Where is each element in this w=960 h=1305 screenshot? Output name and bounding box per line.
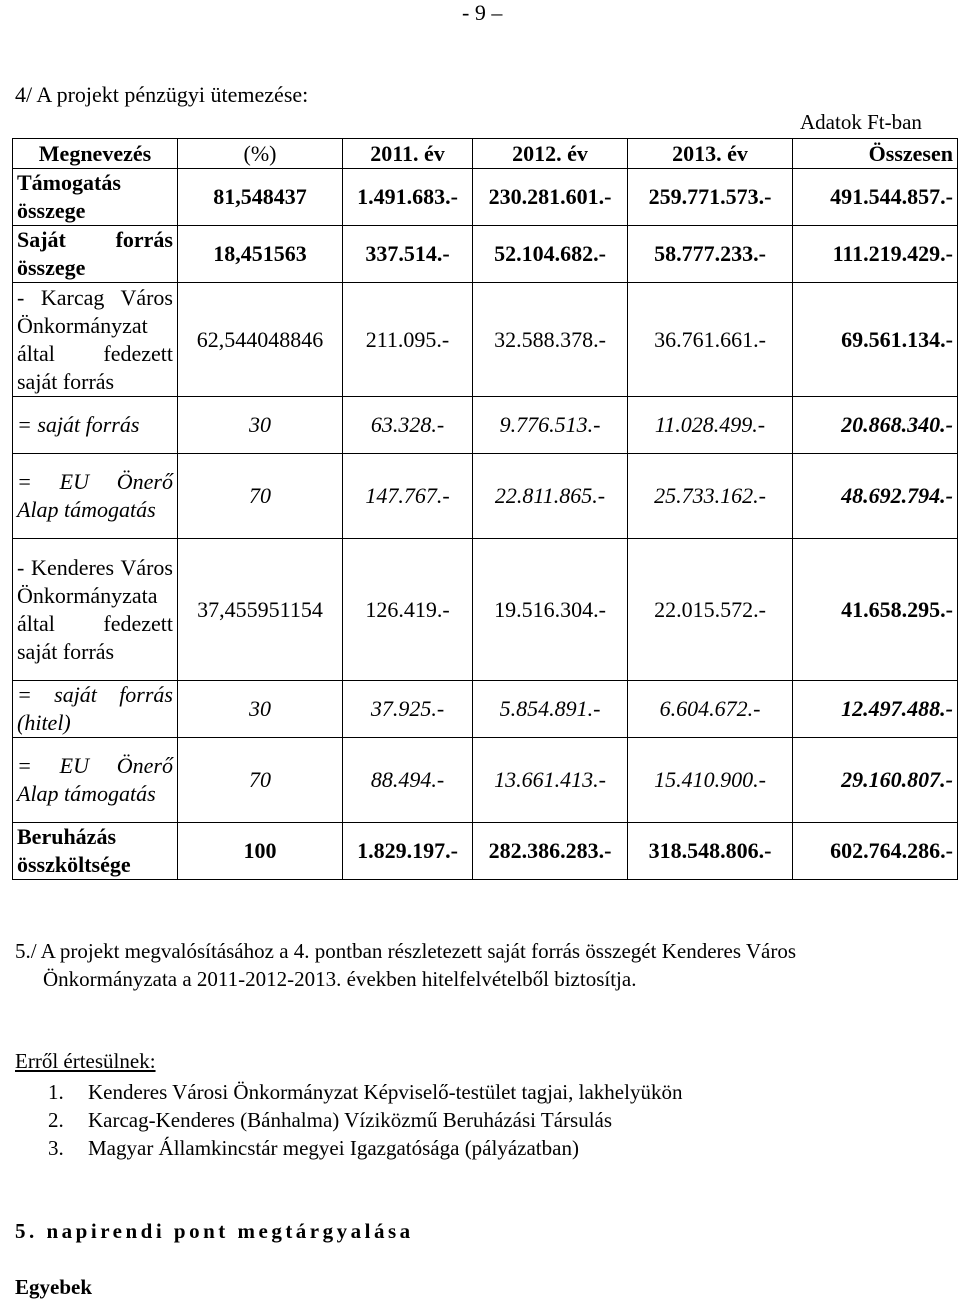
- row-total: 491.544.857.-: [793, 169, 958, 226]
- financial-schedule-table: [12, 138, 958, 880]
- row-label: Támogatás összege: [13, 169, 178, 226]
- row-2011: 63.328.-: [343, 397, 473, 454]
- table-header-row: [13, 139, 958, 169]
- row-2013: 6.604.672.-: [628, 681, 793, 738]
- row-total: 41.658.295.-: [793, 539, 958, 681]
- row-2013: 15.410.900.-: [628, 738, 793, 823]
- table-row: [13, 681, 958, 738]
- row-total: 12.497.488.-: [793, 681, 958, 738]
- list-item-text: Karcag-Kenderes (Bánhalma) Víziközmű Beruházási Társulás: [88, 1108, 613, 1132]
- row-2011: 1.491.683.-: [343, 169, 473, 226]
- table-row: [13, 454, 958, 539]
- row-total: 29.160.807.-: [793, 738, 958, 823]
- table-row: [13, 823, 958, 880]
- row-total: 20.868.340.-: [793, 397, 958, 454]
- row-2011: 147.767.-: [343, 454, 473, 539]
- row-label: Saját forrás összege: [13, 226, 178, 283]
- list-item: [48, 1134, 682, 1162]
- row-2012: 52.104.682.-: [473, 226, 628, 283]
- row-2013: 318.548.806.-: [628, 823, 793, 880]
- row-2013: 259.771.573.-: [628, 169, 793, 226]
- other-heading: Egyebek: [15, 1275, 93, 1299]
- table-row: [13, 283, 958, 397]
- row-label: Beruházás összköltsége: [13, 823, 178, 880]
- row-label: = EU Önerő Alap támogatás: [13, 454, 178, 539]
- header-name: Megnevezés: [13, 139, 178, 169]
- row-2012: 13.661.413.-: [473, 738, 628, 823]
- page-number: - 9 –: [462, 0, 503, 25]
- row-2011: 1.829.197.-: [343, 823, 473, 880]
- row-total: 69.561.134.-: [793, 283, 958, 397]
- row-percent: 30: [178, 397, 343, 454]
- row-total: 111.219.429.-: [793, 226, 958, 283]
- row-label: = EU Önerő Alap támogatás: [13, 738, 178, 823]
- row-2012: 230.281.601.-: [473, 169, 628, 226]
- list-item-text: Kenderes Városi Önkormányzat Képviselő-testület tagjai, lakhelyükön: [88, 1080, 683, 1104]
- row-2012: 32.588.378.-: [473, 283, 628, 397]
- row-2013: 22.015.572.-: [628, 539, 793, 681]
- agenda-item-5-heading: 5. napirendi pont megtárgyalása: [15, 1219, 414, 1243]
- header-2011: 2011. év: [343, 139, 473, 169]
- section-5-line-1: 5./ A projekt megvalósításához a 4. pontban részletezett saját forrás összegét Kenderes Város: [15, 939, 797, 963]
- header-2012: 2012. év: [473, 139, 628, 169]
- row-label: = saját forrás (hitel): [13, 681, 178, 738]
- row-percent: 37,455951154: [178, 539, 343, 681]
- row-2013: 36.761.661.-: [628, 283, 793, 397]
- row-2011: 126.419.-: [343, 539, 473, 681]
- list-item-number: 3.: [48, 1136, 64, 1160]
- table-row: [13, 226, 958, 283]
- table-row: [13, 169, 958, 226]
- header-total: Összesen: [793, 139, 958, 169]
- table-row: [13, 397, 958, 454]
- row-percent: 100: [178, 823, 343, 880]
- row-2011: 211.095.-: [343, 283, 473, 397]
- row-percent: 81,548437: [178, 169, 343, 226]
- row-2012: 19.516.304.-: [473, 539, 628, 681]
- row-2011: 37.925.-: [343, 681, 473, 738]
- list-item-text: Magyar Államkincstár megyei Igazgatósága (pályázatban): [88, 1136, 579, 1160]
- row-2011: 88.494.-: [343, 738, 473, 823]
- row-percent: 18,451563: [178, 226, 343, 283]
- recipients-title: Erről értesülnek:: [15, 1049, 156, 1073]
- row-2012: 282.386.283.-: [473, 823, 628, 880]
- header-percent: (%): [178, 139, 343, 169]
- row-total: 48.692.794.-: [793, 454, 958, 539]
- row-percent: 62,544048846: [178, 283, 343, 397]
- row-percent: 70: [178, 454, 343, 539]
- recipients-list: [48, 1078, 682, 1162]
- unit-note: Adatok Ft-ban: [800, 110, 922, 134]
- table-row: [13, 738, 958, 823]
- row-2012: 22.811.865.-: [473, 454, 628, 539]
- row-label: - Karcag Város Önkormányzat által fedezett saját forrás: [13, 283, 178, 397]
- row-label: - Kenderes Város Önkormányzata által fedezett saját forrás: [13, 539, 178, 681]
- list-item: [48, 1106, 682, 1134]
- row-total: 602.764.286.-: [793, 823, 958, 880]
- row-2013: 11.028.499.-: [628, 397, 793, 454]
- list-item-number: 1.: [48, 1080, 64, 1104]
- table-row: [13, 539, 958, 681]
- list-item: [48, 1078, 682, 1106]
- section-5-line-2: Önkormányzata a 2011-2012-2013. években hitelfelvételből biztosítja.: [43, 967, 637, 991]
- row-percent: 70: [178, 738, 343, 823]
- row-2013: 25.733.162.-: [628, 454, 793, 539]
- row-2012: 9.776.513.-: [473, 397, 628, 454]
- section-5-paragraph: [15, 937, 945, 993]
- row-2012: 5.854.891.-: [473, 681, 628, 738]
- row-percent: 30: [178, 681, 343, 738]
- row-label: = saját forrás: [13, 397, 178, 454]
- row-2013: 58.777.233.-: [628, 226, 793, 283]
- row-2011: 337.514.-: [343, 226, 473, 283]
- list-item-number: 2.: [48, 1108, 64, 1132]
- section-4-title: 4/ A projekt pénzügyi ütemezése:: [15, 82, 309, 107]
- header-2013: 2013. év: [628, 139, 793, 169]
